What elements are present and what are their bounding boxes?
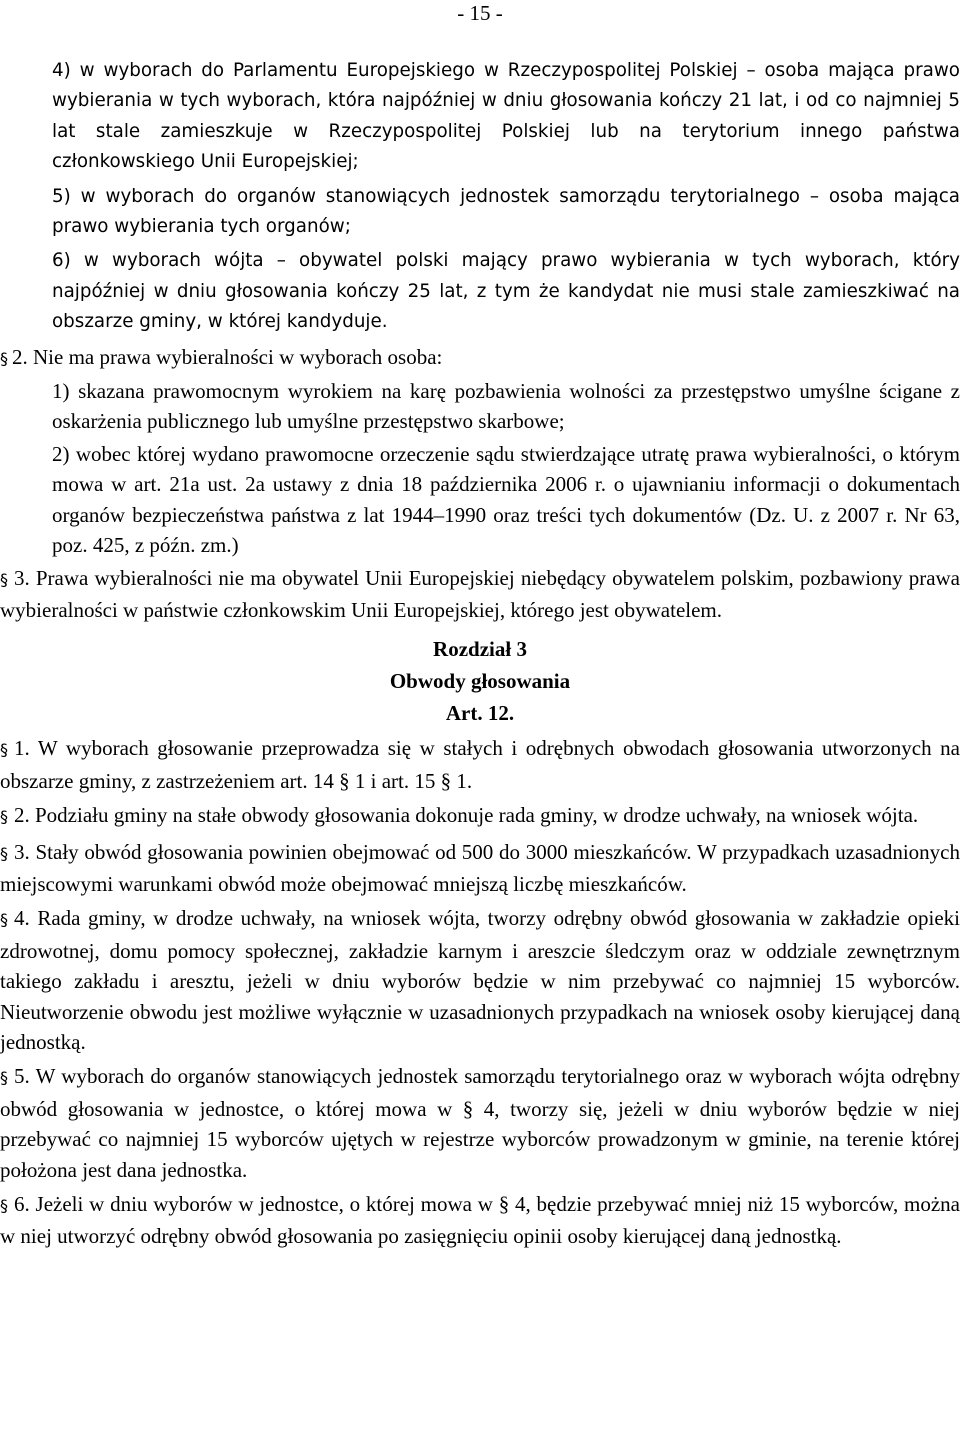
- section-lead: 2. Nie ma prawa wybieralności w wyborach osoba:: [12, 344, 443, 369]
- section-symbol: §: [0, 1068, 8, 1088]
- section-symbol: §: [0, 569, 8, 589]
- article-paragraph: [0, 800, 960, 832]
- article-paragraph: [0, 837, 960, 900]
- section-symbol: §: [0, 807, 8, 827]
- article-paragraph: [0, 733, 960, 796]
- section-symbol: §: [0, 740, 8, 760]
- section-text: 3. Prawa wybieralności nie ma obywatel Unii Europejskiej niebędący obywatelem polskim, pozbawiony prawa wybieralności w państwie członkowskim Unii Europejskiej, którego jest obywatelem.: [0, 565, 960, 622]
- list-item: 5) w wyborach do organów stanowiących jednostek samorządu terytorialnego – osoba mająca prawo wybierania tych organów;: [52, 185, 960, 238]
- section-symbol: §: [0, 1196, 8, 1215]
- chapter-title: Rozdział 3: [433, 637, 527, 662]
- list-item: 6) w wyborach wójta – obywatel polski mający prawo wybierania w tych wyborach, który najpóźniej w dniu głosowania kończy 25 lat, z tym że kandydat nie musi stale zamieszkiwać na obszarze gminy, w której kandyduje.: [52, 250, 960, 333]
- article-title: Art. 12.: [445, 701, 515, 726]
- section-paragraph: [0, 342, 960, 374]
- list-item: 1) skazana prawomocnym wyrokiem na karę pozbawienia wolności za przestępstwo umyślne ścigane z oskarżenia publicznego lub umyślne przestępstwo skarbowe;: [52, 379, 960, 434]
- chapter-subtitle: Obwody głosowania: [389, 669, 571, 694]
- article-paragraph: [0, 903, 960, 1057]
- paragraph-text: 5. W wyborach do organów stanowiących jednostek samorządu terytorialnego oraz w wyborach wójta odrębny obwód głosowania w jednostce, o której mowa w § 4, tworzy się, jeżeli w dniu wyborów będzie w niej przebywać co najmniej 15 wyborców ujętych w rejestrze wyborców prowadzonym w gminie, na terenie której położona jest dana jednostka.: [0, 1064, 960, 1182]
- paragraph-text: 2. Podziału gminy na stałe obwody głosowania dokonuje rada gminy, w drodze uchwały, na wniosek wójta.: [14, 803, 919, 828]
- section-symbol: §: [0, 348, 8, 368]
- article-paragraph: [0, 1189, 960, 1252]
- paragraph-text: 6. Jeżeli w dniu wyborów w jednostce, o której mowa w § 4, będzie przebywać mniej niż 15 wyborców, można w niej utworzyć odrębny obwód głosowania po zasięgnięciu opinii osoby kierującej daną jednostką.: [0, 1192, 960, 1249]
- document-body: [0, 56, 960, 1252]
- paragraph-text: 4. Rada gminy, w drodze uchwały, na wniosek wójta, tworzy odrębny obwód głosowania w zakładzie opieki zdrowotnej, domu pomocy społecznej, zakładzie karnym i areszcie śledczym oraz w oddziale zewnętrznym takiego zakładu i aresztu, jeżeli w dniu wyborów będzie w nim przebywać co najmniej 15 wyborców. Nieutworzenie obwodu jest możliwe wyłącznie w uzasadnionych przypadkach na wniosek osoby kierującej daną jednostką.: [0, 906, 960, 1054]
- section-paragraph: [0, 563, 960, 626]
- list-item: 2) wobec której wydano prawomocne orzeczenie sądu stwierdzające utratę prawa wybieralności, o którym mowa w art. 21a ust. 2a ustawy z dnia 18 października 2006 r. o ujawnianiu informacji o dokumentach organów bezpieczeństwa państwa z lat 1944–1990 oraz treści tych dokumentów (Dz. U. z 2007 r. Nr 63, poz. 425, z późn. zm.): [52, 441, 960, 558]
- article-paragraph: [0, 1061, 960, 1185]
- section-symbol: §: [0, 910, 8, 930]
- page-number: - 15 -: [457, 1, 503, 25]
- section-symbol: §: [0, 843, 8, 863]
- list-item: 4) w wyborach do Parlamentu Europejskiego w Rzeczypospolitej Polskiej – osoba mająca prawo wybierania w tych wyborach, która najpóźniej w dniu głosowania kończy 21 lat, i od co najmniej 5 lat stale zamieszkuje w Rzeczypospolitej Polskiej lub na terytorium innego państwa członkowskiego Unii Europejskiej;: [52, 60, 960, 173]
- paragraph-text: 1. W wyborach głosowanie przeprowadza się w stałych i odrębnych obwodach głosowania utworzonych na obszarze gminy, z zastrzeżeniem art. 14 § 1 i art. 15 § 1.: [0, 736, 960, 793]
- paragraph-text: 3. Stały obwód głosowania powinien obejmować od 500 do 3000 mieszkańców. W przypadkach uzasadnionych miejscowymi warunkami obwód może obejmować mniejszą liczbę mieszkańców.: [0, 839, 960, 896]
